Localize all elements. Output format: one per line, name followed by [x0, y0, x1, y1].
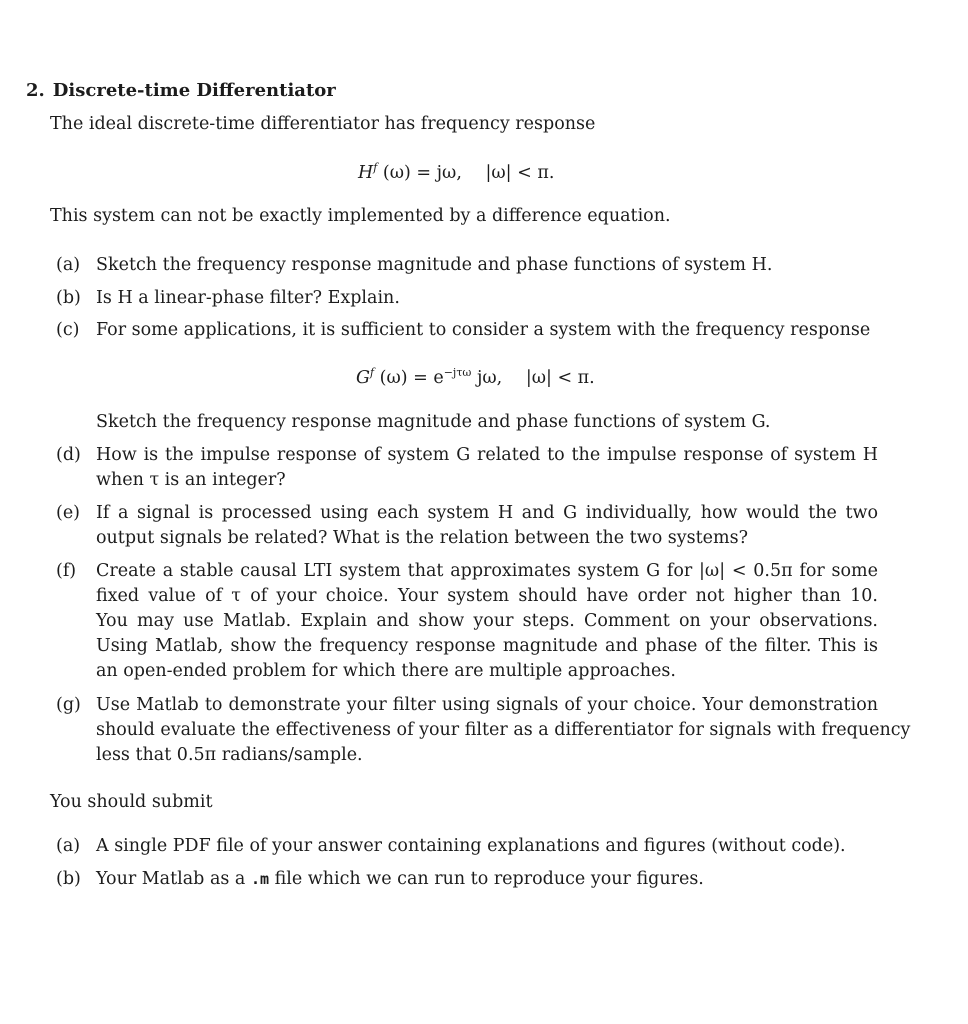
- part-a-label: (a): [56, 255, 81, 275]
- equation-g-cond: |ω| < π.: [525, 367, 595, 388]
- part-d-label: (d): [56, 445, 81, 465]
- note-paragraph: This system can not be exactly implemented by a difference equation.: [50, 206, 671, 226]
- part-g-line3: less that 0.5π radians/sample.: [96, 745, 363, 765]
- submit-b: [56, 867, 878, 892]
- part-f-line5: an open-ended problem for which there are multiple approaches.: [96, 661, 676, 681]
- part-d: [56, 443, 878, 493]
- equation-h-lhs: H: [358, 162, 374, 183]
- part-c-continued: [56, 410, 878, 435]
- equation-g-tail: jω,: [476, 367, 503, 388]
- part-e-line2: output signals be related? What is the relation between the two systems?: [96, 528, 748, 548]
- submit-a-label: (a): [56, 836, 81, 856]
- equation-h-sup: f: [373, 161, 378, 174]
- part-g: [56, 693, 911, 768]
- part-d-line1: How is the impulse response of system G related to the impulse response of system H: [96, 445, 878, 465]
- part-b: [56, 286, 878, 311]
- equation-h-cond: |ω| < π.: [485, 162, 555, 183]
- part-c-label: (c): [56, 320, 80, 340]
- submit-b-post: file which we can run to reproduce your figures.: [274, 869, 704, 889]
- submit-b-label: (b): [56, 869, 81, 889]
- part-c-text: For some applications, it is sufficient to consider a system with the frequency response: [96, 320, 871, 340]
- equation-h: [358, 161, 554, 183]
- intro-paragraph: The ideal discrete-time differentiator has frequency response: [50, 114, 596, 134]
- section-number: 2.: [26, 80, 45, 101]
- submit-b-text: [96, 867, 878, 892]
- submit-heading: You should submit: [50, 792, 213, 812]
- part-g-line1: Use Matlab to demonstrate your filter using signals of your choice. Your demonstration: [96, 695, 878, 715]
- submit-b-code: .m: [250, 870, 269, 888]
- submit-b-pre: Your Matlab as a: [96, 869, 246, 889]
- part-g-label: (g): [56, 695, 81, 715]
- submit-a: [56, 834, 878, 859]
- part-f-line3: You may use Matlab. Explain and show your steps. Comment on your observations.: [96, 611, 878, 631]
- part-a-text: Sketch the frequency response magnitude and phase functions of system H.: [96, 255, 773, 275]
- part-e: [56, 501, 878, 551]
- part-e-label: (e): [56, 503, 81, 523]
- part-f-label: (f): [56, 561, 77, 581]
- part-f-line2: fixed value of τ of your choice. Your system should have order not higher than 10.: [96, 586, 878, 606]
- equation-h-arg: (ω) = jω,: [382, 162, 462, 183]
- part-f: [56, 559, 878, 684]
- part-f-line4: Using Matlab, show the frequency response magnitude and phase of the filter. This is: [96, 636, 878, 656]
- submit-a-text: A single PDF file of your answer containing explanations and figures (without code).: [96, 836, 846, 856]
- part-b-label: (b): [56, 288, 81, 308]
- equation-g-exp: −jτω: [443, 366, 472, 379]
- part-b-text: Is H a linear-phase filter? Explain.: [96, 288, 400, 308]
- part-e-line1: If a signal is processed using each system H and G individually, how would the two: [96, 503, 878, 523]
- equation-g: [356, 366, 595, 388]
- equation-g-sup: f: [369, 366, 375, 379]
- part-c: [56, 318, 878, 343]
- section-title: Discrete-time Differentiator: [52, 80, 336, 101]
- part-c-sketch-text: Sketch the frequency response magnitude and phase functions of system G.: [96, 412, 771, 432]
- part-g-line2: should evaluate the effectiveness of your filter as a differentiator for signals with frequency: [96, 720, 911, 740]
- part-a: [56, 253, 878, 278]
- part-f-line1: Create a stable causal LTI system that approximates system G for |ω| < 0.5π for some: [96, 561, 878, 581]
- section-heading: [26, 80, 336, 101]
- equation-g-arg: (ω) = e: [379, 367, 444, 388]
- equation-g-lhs: G: [356, 367, 370, 388]
- part-d-line2: when τ is an integer?: [96, 470, 286, 490]
